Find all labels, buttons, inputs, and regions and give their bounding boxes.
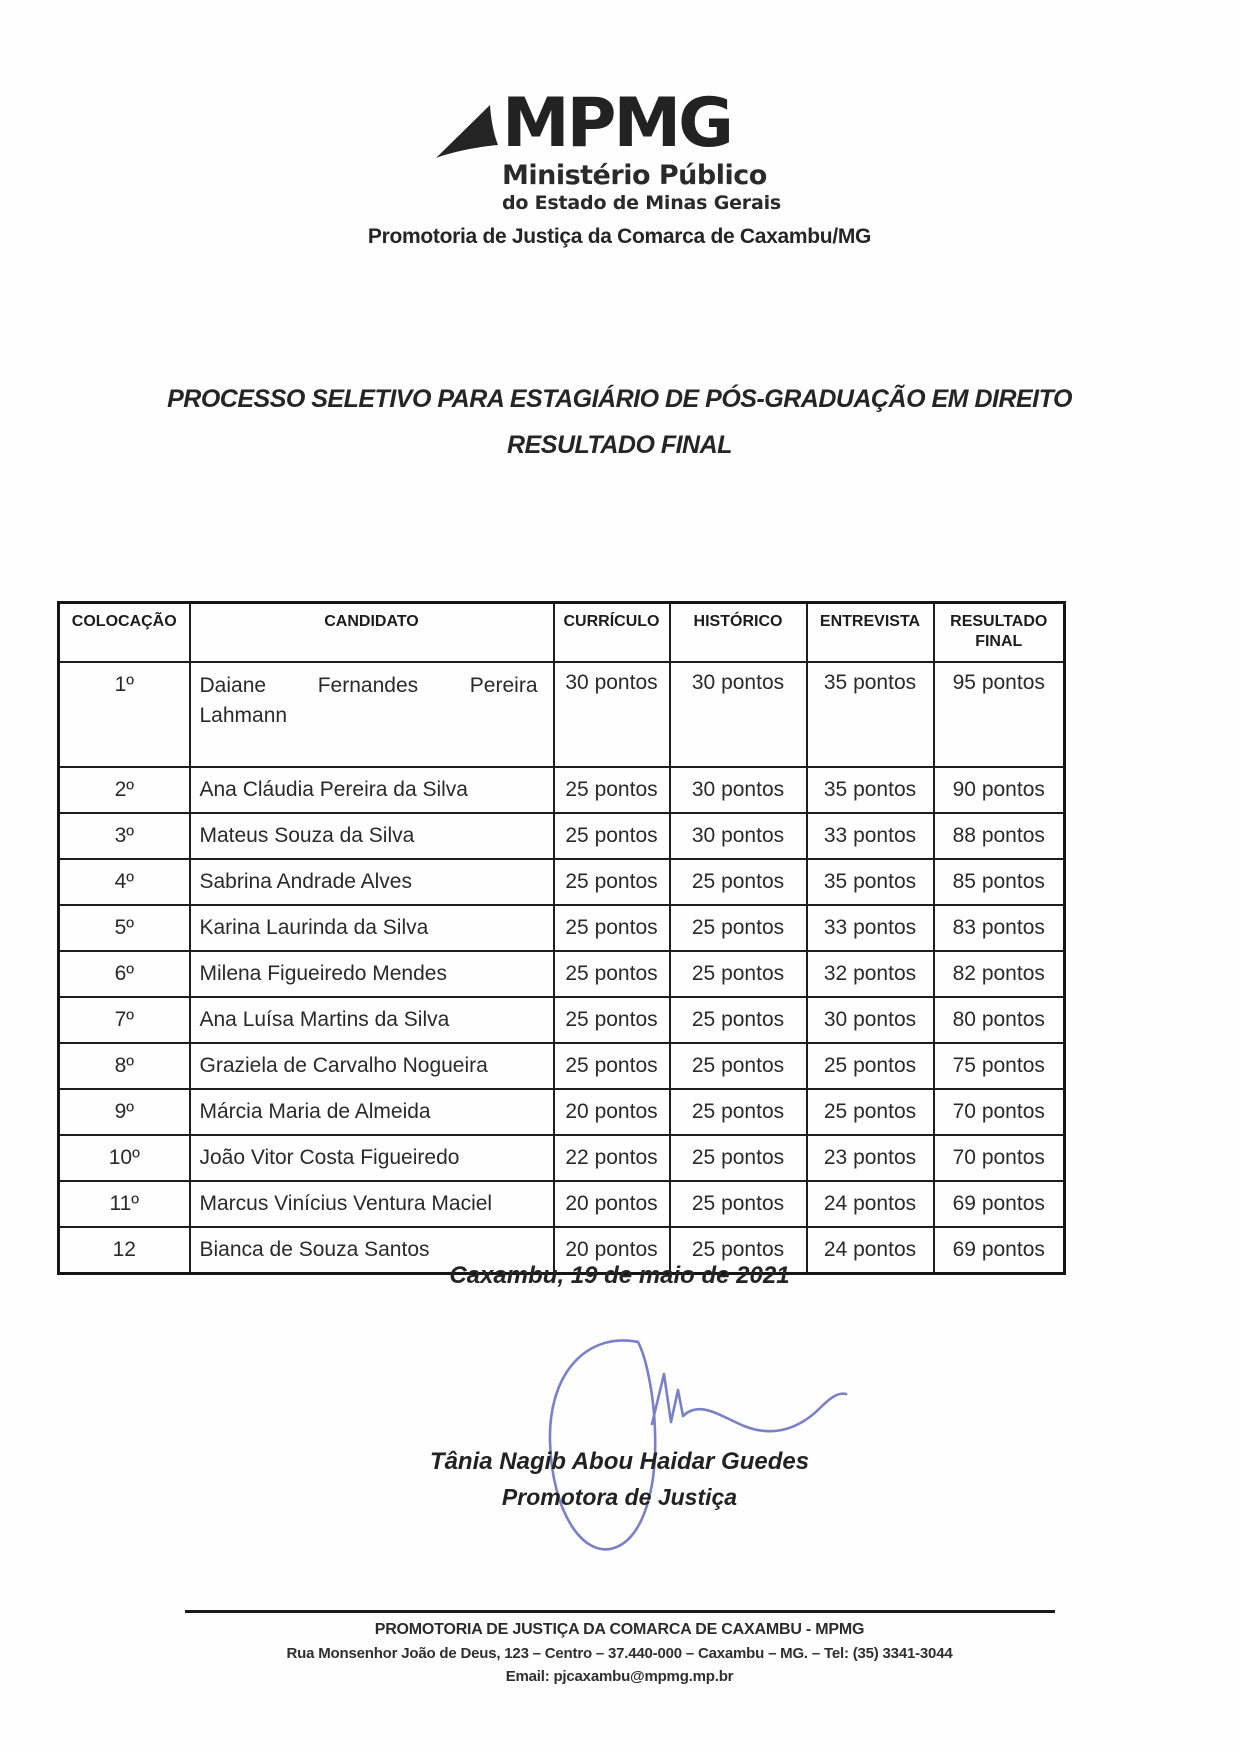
- cell-candidato: Karina Laurinda da Silva: [190, 905, 554, 951]
- cell-colocacao: 10º: [59, 1135, 190, 1181]
- table-row: [59, 905, 1065, 951]
- table-row: [59, 859, 1065, 905]
- table-row: [59, 813, 1065, 859]
- table-row: [59, 997, 1065, 1043]
- table-row: [59, 1181, 1065, 1227]
- footer-address-line: Rua Monsenhor João de Deus, 123 – Centro – 37.440-000 – Caxambu – MG. – Tel: (35) 3341-3044: [286, 1645, 953, 1662]
- table-row: [59, 767, 1065, 813]
- cell-entrevista: 33 pontos: [807, 813, 934, 859]
- cell-historico: 25 pontos: [670, 1135, 807, 1181]
- cell-historico: 30 pontos: [670, 662, 807, 767]
- header-resultado-final: RESULTADO FINAL: [934, 603, 1065, 663]
- cell-candidato: Graziela de Carvalho Nogueira: [190, 1043, 554, 1089]
- cell-historico: 25 pontos: [670, 1043, 807, 1089]
- cell-entrevista: 33 pontos: [807, 905, 934, 951]
- cell-historico: 30 pontos: [670, 767, 807, 813]
- cell-entrevista: 24 pontos: [807, 1227, 934, 1274]
- cell-resultado: 82 pontos: [934, 951, 1065, 997]
- cell-candidato: Sabrina Andrade Alves: [190, 859, 554, 905]
- cell-resultado: 83 pontos: [934, 905, 1065, 951]
- title-line-2: RESULTADO FINAL: [507, 431, 732, 459]
- cell-historico: 25 pontos: [670, 905, 807, 951]
- cell-candidato: Mateus Souza da Silva: [190, 813, 554, 859]
- cell-candidato: Bianca de Souza Santos: [190, 1227, 554, 1274]
- header-curriculo: CURRÍCULO: [554, 603, 670, 663]
- cell-entrevista: 25 pontos: [807, 1043, 934, 1089]
- cell-candidato: Milena Figueiredo Mendes: [190, 951, 554, 997]
- cell-resultado: 90 pontos: [934, 767, 1065, 813]
- cell-colocacao: 1º: [59, 662, 190, 767]
- logo-text: MPMG: [501, 84, 731, 163]
- mpmg-logo: [0, 84, 1239, 214]
- cell-candidato: [190, 662, 554, 767]
- title-line-1: PROCESSO SELETIVO PARA ESTAGIÁRIO DE PÓS-GRADUAÇÃO EM DIREITO: [167, 385, 1072, 413]
- cell-historico: 25 pontos: [670, 1181, 807, 1227]
- cell-candidato: Marcus Vinícius Ventura Maciel: [190, 1181, 554, 1227]
- header-candidato: CANDIDATO: [190, 603, 554, 663]
- header-colocacao: COLOCAÇÃO: [59, 603, 190, 663]
- cell-historico: 25 pontos: [670, 1089, 807, 1135]
- cell-entrevista: 24 pontos: [807, 1181, 934, 1227]
- cell-entrevista: 32 pontos: [807, 951, 934, 997]
- cell-curriculo: 25 pontos: [554, 951, 670, 997]
- cell-resultado: 85 pontos: [934, 859, 1065, 905]
- cell-colocacao: 2º: [59, 767, 190, 813]
- cell-entrevista: 30 pontos: [807, 997, 934, 1043]
- candidate-name: Daiane Fernandes Pereira Lahmann: [199, 674, 538, 728]
- office-subtitle: Promotoria de Justiça da Comarca de Caxambu/MG: [367, 225, 872, 248]
- cell-entrevista: 35 pontos: [807, 767, 934, 813]
- cell-resultado: 69 pontos: [934, 1181, 1065, 1227]
- cell-curriculo: 25 pontos: [554, 859, 670, 905]
- cell-resultado: 70 pontos: [934, 1135, 1065, 1181]
- cell-resultado: 80 pontos: [934, 997, 1065, 1043]
- cell-resultado: 75 pontos: [934, 1043, 1065, 1089]
- signer-role: Promotora de Justiça: [501, 1484, 738, 1510]
- cell-entrevista: 25 pontos: [807, 1089, 934, 1135]
- footer-email-line: Email: pjcaxambu@mpmg.mp.br: [505, 1668, 734, 1685]
- header-entrevista: ENTREVISTA: [807, 603, 934, 663]
- document-title: [0, 385, 1239, 460]
- footer-office-line: PROMOTORIA DE JUSTIÇA DA COMARCA DE CAXAMBU - MPMG: [374, 1621, 865, 1638]
- cell-colocacao: 9º: [59, 1089, 190, 1135]
- cell-curriculo: 25 pontos: [554, 997, 670, 1043]
- cell-resultado: 70 pontos: [934, 1089, 1065, 1135]
- cell-curriculo: 25 pontos: [554, 813, 670, 859]
- cell-resultado: 88 pontos: [934, 813, 1065, 859]
- table-row: [59, 1135, 1065, 1181]
- cell-colocacao: 6º: [59, 951, 190, 997]
- cell-historico: 25 pontos: [670, 1227, 807, 1274]
- table-row: [59, 951, 1065, 997]
- cell-colocacao: 12: [59, 1227, 190, 1274]
- footer-divider: [185, 1610, 1055, 1613]
- cell-resultado: 95 pontos: [934, 662, 1065, 767]
- cell-historico: 25 pontos: [670, 951, 807, 997]
- cell-curriculo: 20 pontos: [554, 1227, 670, 1274]
- cell-colocacao: 4º: [59, 859, 190, 905]
- org-name-line2: do Estado de Minas Gerais: [501, 191, 782, 214]
- cell-colocacao: 5º: [59, 905, 190, 951]
- org-name-line1: Ministério Público: [501, 159, 767, 191]
- cell-curriculo: 25 pontos: [554, 1043, 670, 1089]
- cell-entrevista: 35 pontos: [807, 662, 934, 767]
- cell-candidato: João Vitor Costa Figueiredo: [190, 1135, 554, 1181]
- cell-colocacao: 7º: [59, 997, 190, 1043]
- cell-curriculo: 20 pontos: [554, 1181, 670, 1227]
- table-header-row: [59, 603, 1065, 663]
- table-row: [59, 1043, 1065, 1089]
- table-row: [59, 1089, 1065, 1135]
- cell-colocacao: 11º: [59, 1181, 190, 1227]
- mpmg-logo-mark-icon: [434, 102, 498, 162]
- cell-curriculo: 22 pontos: [554, 1135, 670, 1181]
- table-row: [59, 662, 1065, 767]
- cell-curriculo: 25 pontos: [554, 767, 670, 813]
- cell-curriculo: 25 pontos: [554, 905, 670, 951]
- cell-curriculo: 20 pontos: [554, 1089, 670, 1135]
- cell-candidato: Ana Cláudia Pereira da Silva: [190, 767, 554, 813]
- cell-candidato: Ana Luísa Martins da Silva: [190, 997, 554, 1043]
- cell-historico: 30 pontos: [670, 813, 807, 859]
- date-line: Caxambu, 19 de maio de 2021: [449, 1262, 790, 1289]
- cell-candidato: Márcia Maria de Almeida: [190, 1089, 554, 1135]
- cell-entrevista: 35 pontos: [807, 859, 934, 905]
- cell-curriculo: 30 pontos: [554, 662, 670, 767]
- signer-name: Tânia Nagib Abou Haidar Guedes: [429, 1448, 810, 1475]
- cell-colocacao: 8º: [59, 1043, 190, 1089]
- header-historico: HISTÓRICO: [670, 603, 807, 663]
- cell-colocacao: 3º: [59, 813, 190, 859]
- cell-entrevista: 23 pontos: [807, 1135, 934, 1181]
- cell-historico: 25 pontos: [670, 859, 807, 905]
- results-table: [57, 601, 1066, 1275]
- cell-historico: 25 pontos: [670, 997, 807, 1043]
- cell-resultado: 69 pontos: [934, 1227, 1065, 1274]
